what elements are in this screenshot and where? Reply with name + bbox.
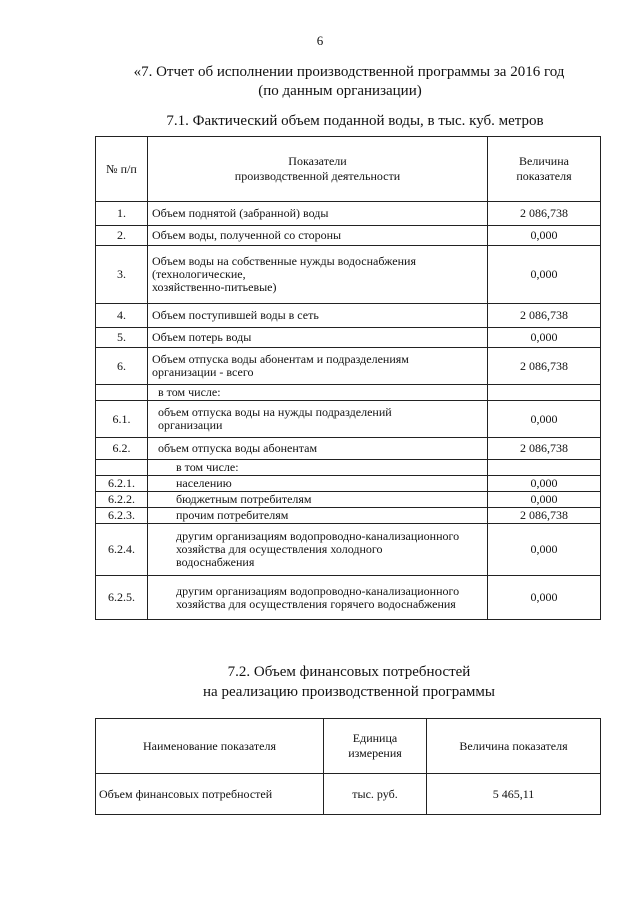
row-value: 0,000 [488, 524, 601, 576]
row-indicator-line: Объем воды на собственные нужды водоснабжения [152, 254, 416, 268]
row-number: 6.2. [96, 438, 148, 460]
table-row [96, 246, 601, 304]
row-number [96, 460, 148, 476]
cell-value: 5 465,11 [427, 774, 601, 815]
header-unit-line1: Единица [352, 731, 398, 745]
row-indicator-line: хозяйства для осуществления холодного [176, 542, 383, 556]
row-indicator-line: в том числе: [158, 385, 221, 399]
row-indicator [148, 492, 488, 508]
row-indicator-line: Объем поднятой (забранной) воды [152, 206, 329, 220]
table-row [96, 328, 601, 348]
row-number: 6.2.4. [96, 524, 148, 576]
row-indicator [148, 246, 488, 304]
row-number: 4. [96, 304, 148, 328]
row-number [96, 385, 148, 401]
row-indicator [148, 524, 488, 576]
table-row [96, 524, 601, 576]
row-indicator [148, 460, 488, 476]
table-row [96, 460, 601, 476]
row-indicator-line: в том числе: [176, 460, 239, 474]
header-unit [324, 719, 427, 774]
table-row [96, 348, 601, 385]
table-row [96, 476, 601, 492]
table-row [96, 304, 601, 328]
row-indicator-line: организации - всего [152, 365, 254, 379]
header-value [488, 137, 601, 202]
row-value: 2 086,738 [488, 202, 601, 226]
row-indicator [148, 348, 488, 385]
row-indicator [148, 304, 488, 328]
row-indicator [148, 438, 488, 460]
row-value: 2 086,738 [488, 438, 601, 460]
row-indicator [148, 401, 488, 438]
table-row [96, 226, 601, 246]
table-row [96, 202, 601, 226]
subsection-title-7-2 [0, 662, 640, 702]
page-number: 6 [316, 33, 324, 48]
row-value: 2 086,738 [488, 304, 601, 328]
row-value: 0,000 [488, 492, 601, 508]
table-row [96, 492, 601, 508]
row-indicator-line: организации [158, 418, 223, 432]
row-number: 6. [96, 348, 148, 385]
row-number: 1. [96, 202, 148, 226]
row-number: 6.2.3. [96, 508, 148, 524]
row-indicator [148, 385, 488, 401]
row-indicator [148, 576, 488, 620]
header-indicator-line1: Показатели [288, 154, 347, 168]
table-row [96, 401, 601, 438]
row-value: 0,000 [488, 476, 601, 492]
header-indicator [148, 137, 488, 202]
row-indicator-line: Объем отпуска воды абонентам и подразделениям [152, 352, 409, 366]
section-title [0, 63, 640, 101]
table-row [96, 385, 601, 401]
section-title-line1: «7. Отчет об исполнении производственной программы за 2016 год [133, 64, 565, 80]
row-indicator-line: Объем поступившей воды в сеть [152, 308, 319, 322]
row-value: 0,000 [488, 401, 601, 438]
row-indicator-line: водоснабжения [176, 555, 255, 569]
row-indicator-line: Объем потерь воды [152, 330, 252, 344]
row-value: 0,000 [488, 328, 601, 348]
row-number: 6.2.2. [96, 492, 148, 508]
row-indicator [148, 508, 488, 524]
financial-needs-table [95, 718, 601, 815]
row-value: 2 086,738 [488, 508, 601, 524]
row-indicator-line: другим организациям водопроводно-канализационного [176, 529, 460, 543]
row-indicator-line: бюджетным потребителям [176, 492, 312, 506]
row-number: 6.2.1. [96, 476, 148, 492]
table-header-row [96, 719, 601, 774]
cell-name: Объем финансовых потребностей [96, 774, 324, 815]
row-indicator-line: Объем воды, полученной со стороны [152, 228, 342, 242]
row-indicator [148, 328, 488, 348]
row-number: 3. [96, 246, 148, 304]
row-indicator-line: другим организациям водопроводно-канализационного [176, 583, 460, 598]
header-value: Величина показателя [427, 719, 601, 774]
header-value-line2: показателя [516, 169, 572, 183]
row-number: 2. [96, 226, 148, 246]
row-value: 0,000 [488, 246, 601, 304]
subsection-title-7-2-line2: на реализацию производственной программы [203, 684, 495, 700]
subsection-title-7-2-line1: 7.2. Объем финансовых потребностей [227, 664, 471, 680]
row-indicator-line: хозяйственно-питьевые) [152, 280, 277, 294]
subsection-title-7-1: 7.1. Фактический объем поданной воды, в тыс. куб. метров [166, 113, 544, 129]
row-value [488, 385, 601, 401]
table-row [96, 438, 601, 460]
header-name: Наименование показателя [96, 719, 324, 774]
table-row [96, 576, 601, 620]
row-indicator-line: (технологические, [152, 267, 246, 281]
table-header-row [96, 137, 601, 202]
water-volume-table [95, 136, 601, 620]
row-value: 0,000 [488, 226, 601, 246]
table-row [96, 774, 601, 815]
header-value-line1: Величина [519, 154, 569, 168]
row-number: 6.2.5. [96, 576, 148, 620]
row-value [488, 460, 601, 476]
header-num: № п/п [96, 137, 148, 202]
row-indicator-line: объем отпуска воды абонентам [158, 441, 318, 455]
row-indicator [148, 476, 488, 492]
row-number: 6.1. [96, 401, 148, 438]
header-indicator-line2: производственной деятельности [234, 169, 401, 183]
row-number: 5. [96, 328, 148, 348]
row-value: 2 086,738 [488, 348, 601, 385]
row-indicator-line: объем отпуска воды на нужды подразделений [158, 405, 392, 419]
row-indicator-line: хозяйства для осуществления горячего водоснабжения [176, 596, 456, 611]
header-unit-line2: измерения [348, 746, 402, 760]
row-indicator [148, 226, 488, 246]
row-indicator-line: прочим потребителям [176, 508, 289, 522]
row-value: 0,000 [488, 576, 601, 620]
table-row [96, 508, 601, 524]
row-indicator-line: населению [176, 476, 232, 490]
cell-unit: тыс. руб. [324, 774, 427, 815]
section-title-line2: (по данным организации) [258, 83, 422, 99]
row-indicator [148, 202, 488, 226]
